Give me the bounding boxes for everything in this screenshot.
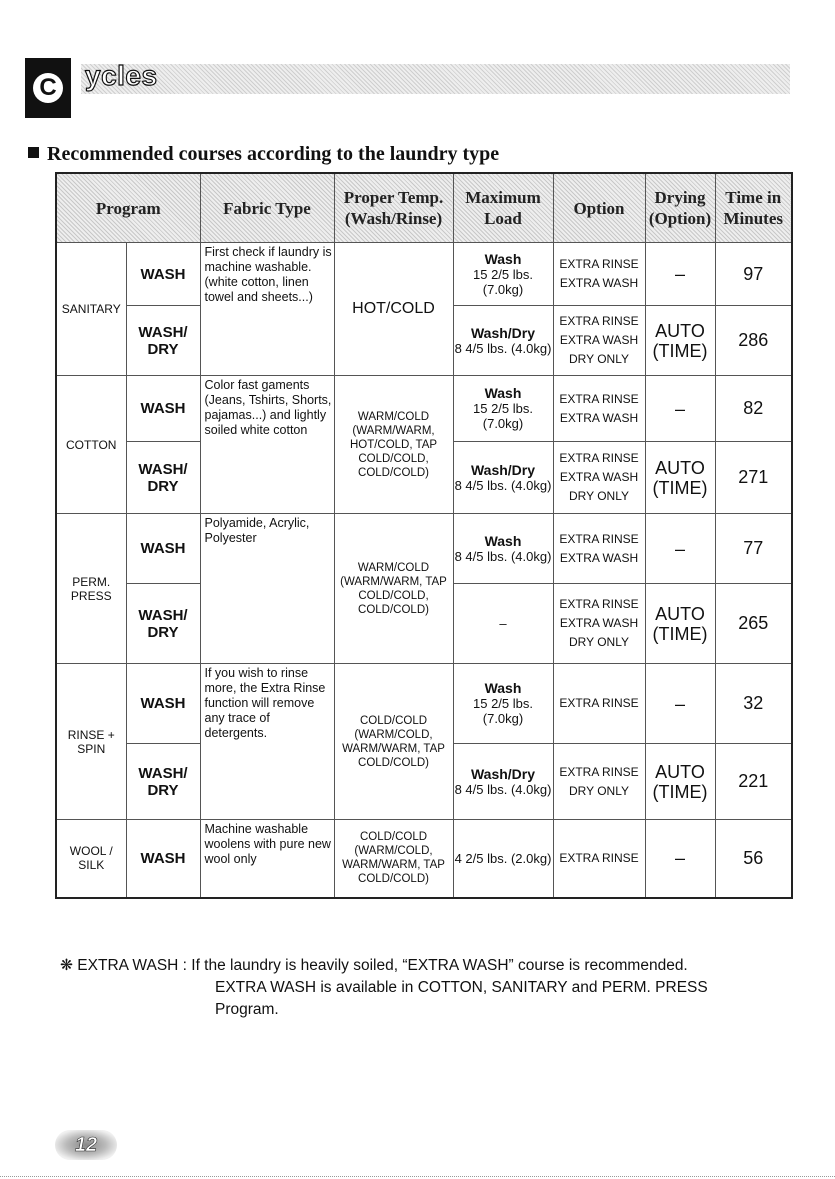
- max-load: [453, 306, 553, 376]
- load-title: Wash: [484, 680, 522, 696]
- banner-strip: [81, 64, 790, 94]
- load-title: Wash: [484, 385, 522, 401]
- load-title: Wash/Dry: [470, 765, 536, 782]
- option-item: EXTRA WASH: [559, 550, 639, 565]
- option-item: EXTRA WASH: [559, 276, 639, 290]
- option-item: EXTRA WASH: [559, 616, 639, 630]
- proper-temp: WARM/COLD (WARM/WARM, TAP COLD/COLD, COLD/COLD): [334, 514, 453, 664]
- option-item: DRY ONLY: [568, 489, 630, 503]
- load-title: Wash: [484, 250, 522, 267]
- load-title: Wash: [484, 532, 522, 549]
- load-value: 15 2/5 lbs. (7.0kg): [473, 266, 533, 297]
- option-item: EXTRA RINSE: [559, 451, 639, 465]
- time: 221: [715, 744, 792, 820]
- header-row: [56, 173, 792, 243]
- table-row: [56, 514, 792, 584]
- table-row: [56, 376, 792, 442]
- max-load: [453, 243, 553, 306]
- section-banner: [25, 58, 790, 104]
- drying: –: [645, 664, 715, 744]
- subheading-text: Recommended courses according to the laundry type: [47, 143, 500, 165]
- drying: AUTO (TIME): [645, 744, 715, 820]
- header-fabric: Fabric Type: [200, 173, 334, 243]
- options: [553, 376, 645, 442]
- table-row: [56, 664, 792, 744]
- option-item: EXTRA RINSE: [559, 764, 639, 779]
- options: [553, 664, 645, 744]
- drying: –: [645, 820, 715, 898]
- option-item: EXTRA RINSE: [559, 314, 639, 328]
- header-temp: Proper Temp. (Wash/Rinse): [334, 173, 453, 243]
- wash-label: WASH: [126, 243, 200, 306]
- proper-temp: HOT/COLD: [334, 243, 453, 376]
- time: 271: [715, 442, 792, 514]
- footnote-line: Program.: [215, 1001, 279, 1018]
- max-load: [453, 514, 553, 584]
- max-load: [453, 664, 553, 744]
- option-item: DRY ONLY: [568, 352, 630, 366]
- load-value: 8 4/5 lbs. (4.0kg): [454, 477, 552, 493]
- footnote: [60, 955, 800, 1021]
- footnote-line: ❋ EXTRA WASH : If the laundry is heavily soiled, “EXTRA WASH” course is recommended.: [60, 957, 688, 974]
- fabric-type: Color fast gaments (Jeans, Tshirts, Shorts, pajamas...) and lightly soiled white cotton: [200, 376, 334, 514]
- load-value: 8 4/5 lbs. (4.0kg): [454, 548, 552, 564]
- time: 82: [715, 376, 792, 442]
- options: [553, 442, 645, 514]
- wash-label: WASH: [126, 820, 200, 898]
- options: [553, 744, 645, 820]
- wash-dry-label: WASH/ DRY: [126, 744, 200, 820]
- program-rinse-spin: RINSE + SPIN: [56, 664, 126, 820]
- wash-label: WASH: [126, 664, 200, 744]
- table-row: [56, 243, 792, 306]
- bullet-square: [28, 147, 39, 158]
- load-value: 15 2/5 lbs. (7.0kg): [473, 401, 533, 431]
- options: [553, 820, 645, 898]
- options: [553, 514, 645, 584]
- options: [553, 243, 645, 306]
- option-item: EXTRA WASH: [559, 410, 639, 425]
- drying: AUTO (TIME): [645, 584, 715, 664]
- option-item: EXTRA WASH: [559, 333, 639, 347]
- footnote-line: EXTRA WASH is available in COTTON, SANITARY and PERM. PRESS: [215, 979, 708, 996]
- proper-temp: COLD/COLD (WARM/COLD, WARM/WARM, TAP COLD/COLD): [334, 820, 453, 898]
- option-item: EXTRA RINSE: [559, 696, 639, 710]
- option-item: EXTRA WASH: [559, 470, 639, 484]
- wash-dry-label: WASH/ DRY: [126, 584, 200, 664]
- option-item: EXTRA RINSE: [559, 597, 639, 611]
- table-row: [56, 820, 792, 898]
- drying: AUTO (TIME): [645, 306, 715, 376]
- options: [553, 306, 645, 376]
- wash-dry-label: WASH/ DRY: [126, 306, 200, 376]
- time: 56: [715, 820, 792, 898]
- page-bottom-rule: [0, 1176, 835, 1177]
- header-drying: Drying (Option): [645, 173, 715, 243]
- option-item: EXTRA RINSE: [559, 850, 639, 865]
- header-load: Maximum Load: [453, 173, 553, 243]
- section-title: ycles: [85, 60, 158, 91]
- max-load: [453, 376, 553, 442]
- fabric-type: First check if laundry is machine washable. (white cotton, linen towel and sheets...): [200, 243, 334, 376]
- time: 265: [715, 584, 792, 664]
- max-load: –: [453, 584, 553, 664]
- page-number: 12: [55, 1130, 117, 1160]
- header-program: Program: [56, 173, 200, 243]
- wash-label: WASH: [126, 376, 200, 442]
- program-perm-press: PERM. PRESS: [56, 514, 126, 664]
- option-item: EXTRA RINSE: [559, 257, 639, 271]
- option-item: DRY ONLY: [568, 783, 630, 798]
- program-sanitary: SANITARY: [56, 243, 126, 376]
- section-letter-box: [25, 58, 71, 118]
- load-title: Wash/Dry: [470, 324, 536, 341]
- load-title: Wash/Dry: [470, 461, 536, 478]
- load-value: 8 4/5 lbs. (4.0kg): [454, 340, 552, 356]
- fabric-type: Polyamide, Acrylic, Polyester: [200, 514, 334, 664]
- max-load: [453, 442, 553, 514]
- section-letter: C: [33, 73, 63, 103]
- proper-temp: COLD/COLD (WARM/COLD, WARM/WARM, TAP COLD/COLD): [334, 664, 453, 820]
- drying: –: [645, 376, 715, 442]
- max-load: 4 2/5 lbs. (2.0kg): [453, 820, 553, 898]
- load-value: 8 4/5 lbs. (4.0kg): [454, 781, 552, 797]
- time: 32: [715, 664, 792, 744]
- header-option: Option: [553, 173, 645, 243]
- subheading: [28, 143, 499, 166]
- option-item: EXTRA RINSE: [559, 531, 639, 546]
- wash-dry-label: WASH/ DRY: [126, 442, 200, 514]
- time: 77: [715, 514, 792, 584]
- max-load: [453, 744, 553, 820]
- options: [553, 584, 645, 664]
- option-item: EXTRA RINSE: [559, 391, 639, 406]
- courses-table: [55, 172, 793, 899]
- header-time: Time in Minutes: [715, 173, 792, 243]
- fabric-type: Machine washable woolens with pure new wool only: [200, 820, 334, 898]
- fabric-type: If you wish to rinse more, the Extra Rinse function will remove any trace of detergents.: [200, 664, 334, 820]
- load-value: 15 2/5 lbs. (7.0kg): [473, 696, 533, 726]
- program-wool-silk: WOOL / SILK: [56, 820, 126, 898]
- drying: AUTO (TIME): [645, 442, 715, 514]
- drying: –: [645, 514, 715, 584]
- proper-temp: WARM/COLD (WARM/WARM, HOT/COLD, TAP COLD/COLD, COLD/COLD): [334, 376, 453, 514]
- option-item: DRY ONLY: [568, 635, 630, 649]
- time: 286: [715, 306, 792, 376]
- program-cotton: COTTON: [56, 376, 126, 514]
- time: 97: [715, 243, 792, 306]
- wash-label: WASH: [126, 514, 200, 584]
- drying: –: [645, 243, 715, 306]
